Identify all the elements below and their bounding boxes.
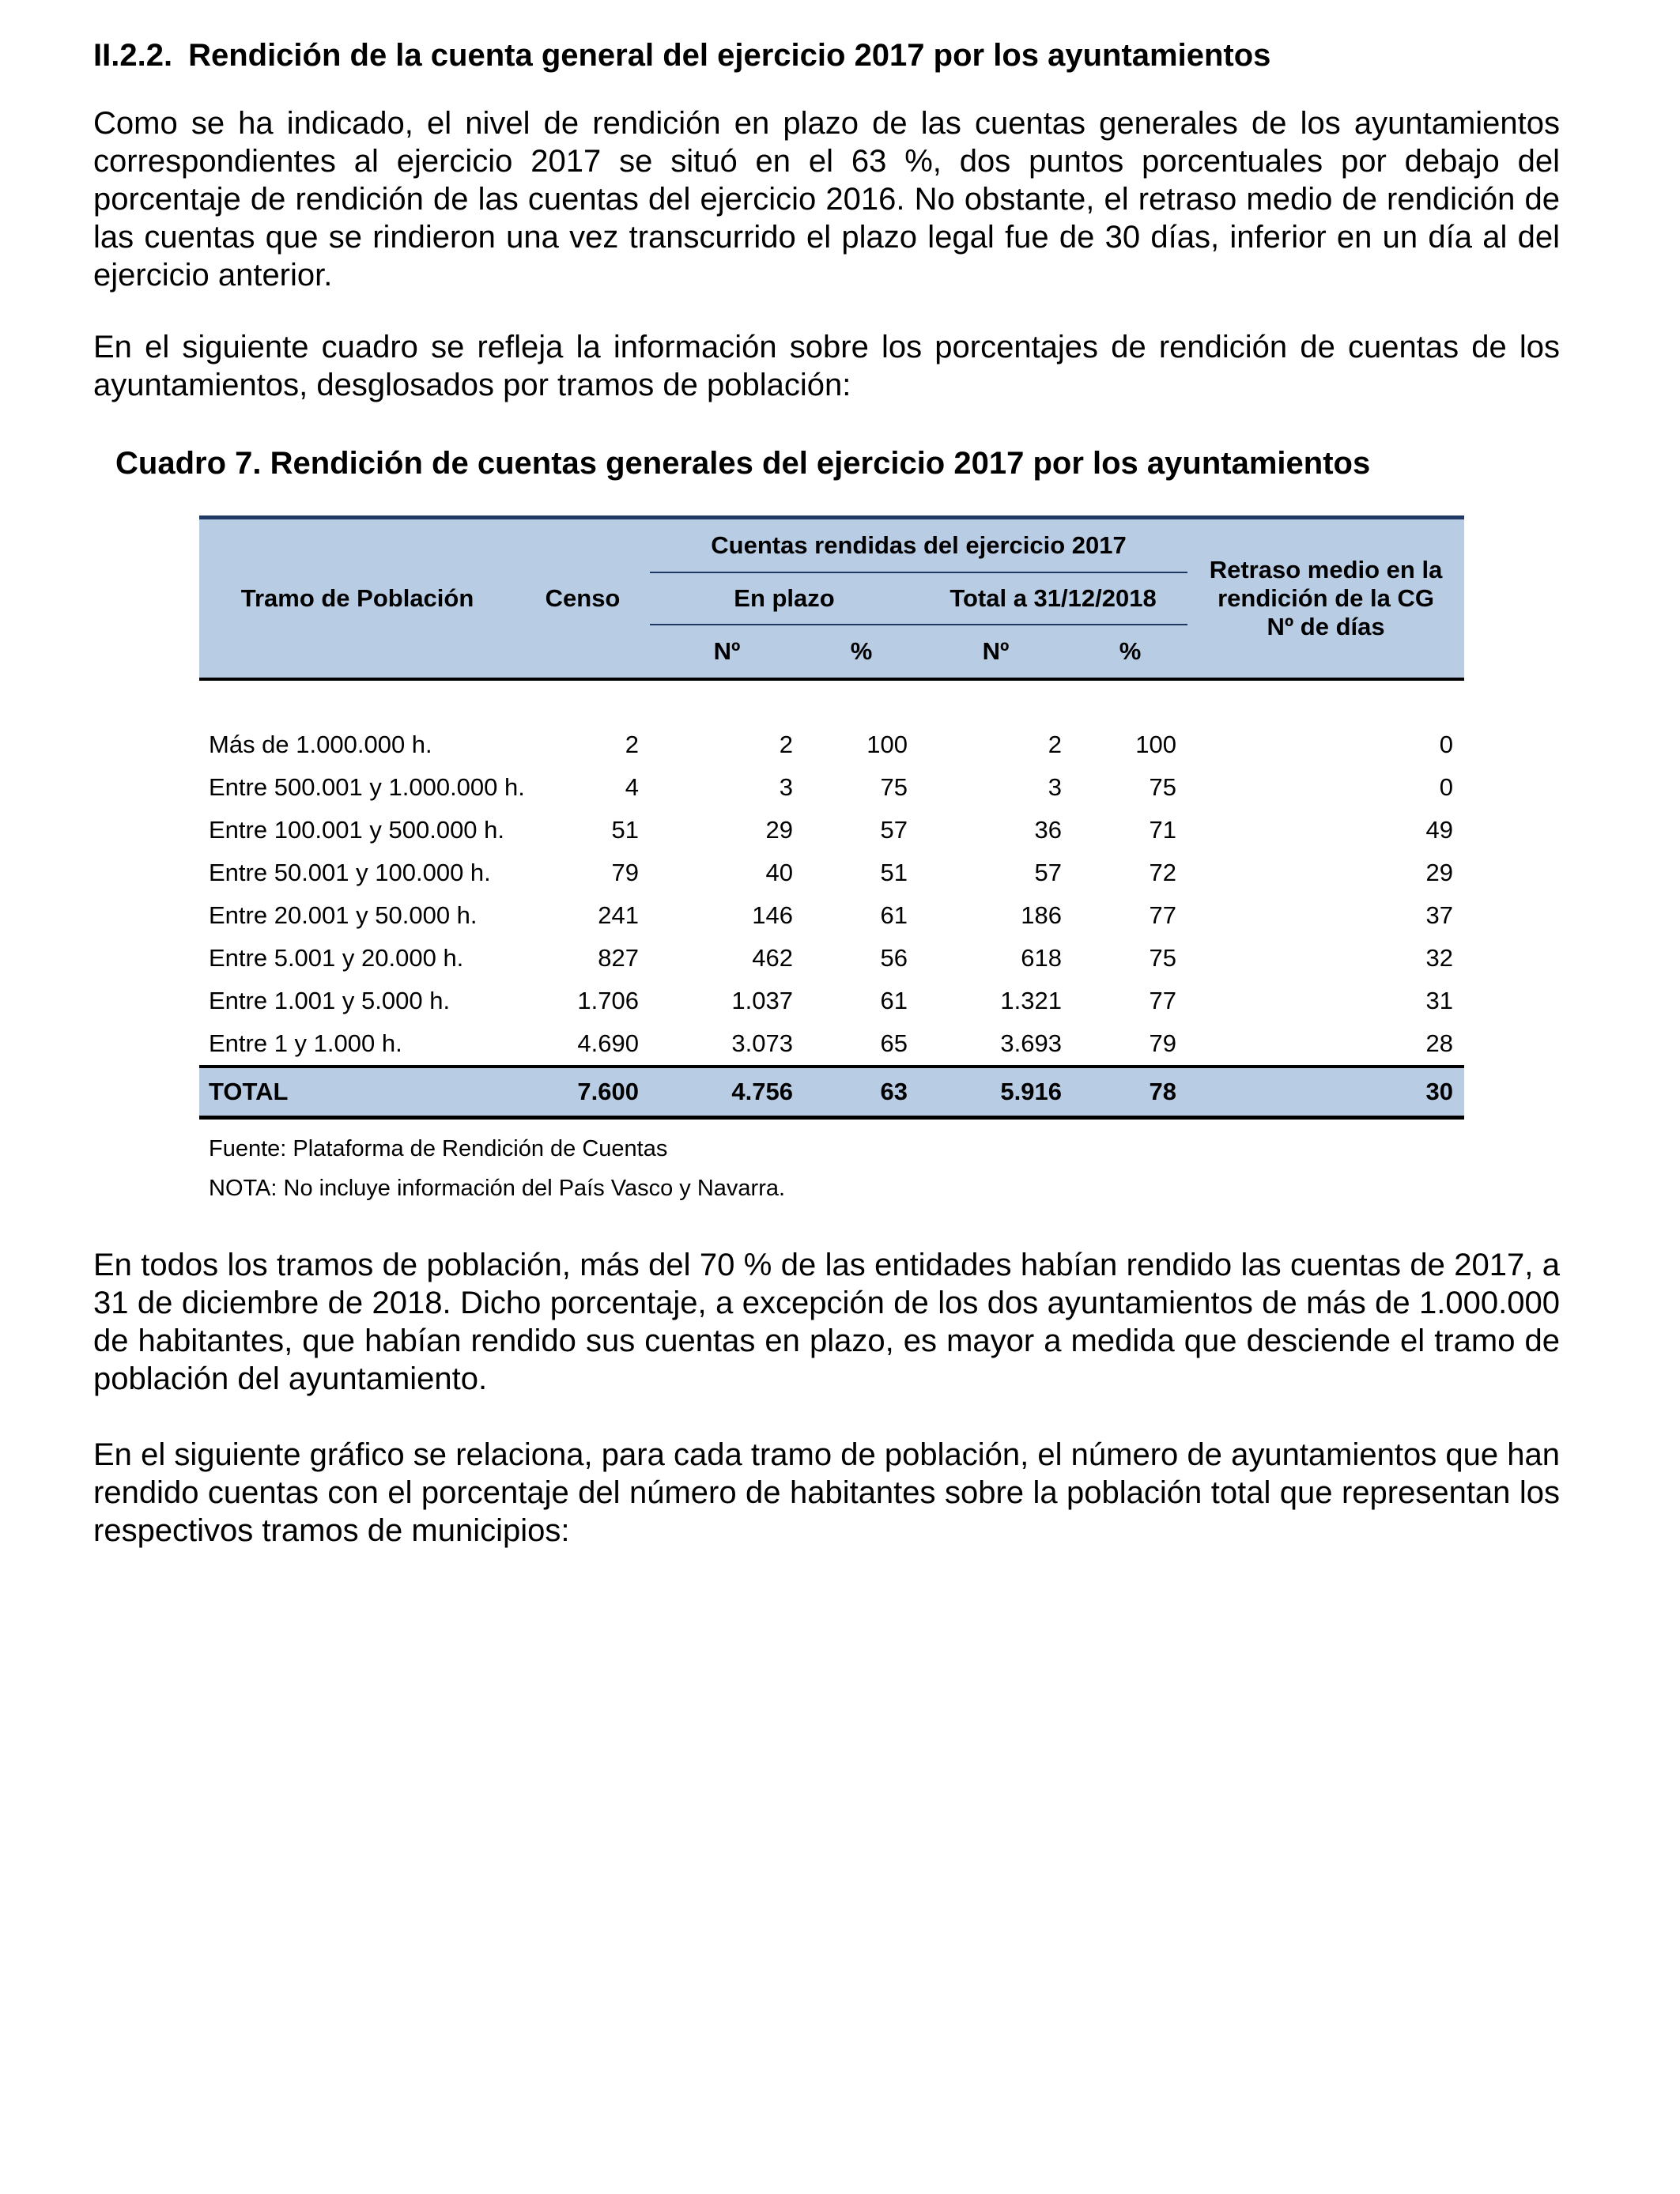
table-container	[199, 515, 1464, 1208]
cell-censo: 1.706	[577, 987, 639, 1014]
cell-total-pct: 75	[1149, 773, 1177, 801]
table-row	[199, 723, 1464, 766]
cell-tramo: Entre 1 y 1.000 h.	[209, 1029, 402, 1057]
cell-censo: 79	[611, 859, 639, 886]
cell-total-n: 2	[1048, 731, 1062, 758]
table-row	[199, 980, 1464, 1022]
document-page	[93, 33, 1560, 1550]
cell-total-pct-total: 78	[1073, 1067, 1187, 1118]
cell-retraso: 49	[1425, 816, 1454, 844]
header-plazo-no: Nº	[650, 625, 804, 679]
header-en-plazo: En plazo	[650, 572, 919, 625]
cell-tramo: Entre 5.001 y 20.000 h.	[209, 944, 464, 972]
cell-tramo: Entre 100.001 y 500.000 h.	[209, 816, 505, 844]
header-retraso	[1187, 518, 1464, 680]
table-row	[199, 937, 1464, 980]
cell-plazo-n-total: 4.756	[650, 1067, 804, 1118]
cell-tramo: Más de 1.000.000 h.	[209, 731, 432, 758]
cell-plazo-n: 146	[752, 901, 793, 929]
cell-total-pct: 77	[1149, 987, 1177, 1014]
cell-tramo-total: TOTAL	[199, 1067, 515, 1118]
table-row	[199, 852, 1464, 894]
cell-retraso: 29	[1425, 859, 1454, 886]
cell-total-n: 3	[1048, 773, 1062, 801]
cell-retraso: 31	[1425, 987, 1454, 1014]
cell-censo: 827	[598, 944, 639, 972]
cell-censo: 4.690	[577, 1029, 639, 1057]
cell-plazo-pct-total: 63	[804, 1067, 919, 1118]
cell-plazo-n: 1.037	[731, 987, 793, 1014]
cell-plazo-pct: 65	[880, 1029, 908, 1057]
cell-total-n: 618	[1021, 944, 1062, 972]
table-row	[199, 894, 1464, 937]
cell-tramo: Entre 20.001 y 50.000 h.	[209, 901, 478, 929]
cell-plazo-pct: 75	[880, 773, 908, 801]
paragraph-table-lead: En el siguiente cuadro se refleja la información sobre los porcentajes de rendición de cuentas de los ayuntamientos, desglosados por tramos de población:	[93, 330, 1560, 402]
cell-retraso-total: 30	[1187, 1067, 1464, 1118]
table-notes	[209, 1129, 1464, 1208]
table-row	[199, 766, 1464, 809]
paragraph-intro: Como se ha indicado, el nivel de rendición en plazo de las cuentas generales de los ayuntamientos correspondientes al ejercicio 2017 se situó en el 63 %, dos puntos porcentuales por debajo del porcentaje de rendición de las cuentas del ejercicio 2016. No obstante, el retraso medio de rendición de las cuentas que se rindieron una vez transcurrido el plazo legal fue de 30 días, inferior en un día al del ejercicio anterior.	[93, 106, 1560, 293]
header-retraso-line-2: rendición de la CG	[1218, 584, 1434, 612]
header-censo: Censo	[515, 518, 650, 680]
cell-censo: 2	[625, 731, 639, 758]
cell-plazo-n: 462	[752, 944, 793, 972]
cell-total-n: 57	[1034, 859, 1062, 886]
cell-plazo-n: 3.073	[731, 1029, 793, 1057]
spacer-cell	[199, 679, 1464, 723]
cell-plazo-pct: 100	[866, 731, 908, 758]
header-total-pct: %	[1073, 625, 1187, 679]
cell-total-pct: 71	[1149, 816, 1177, 844]
cell-total-n: 3.693	[1000, 1029, 1062, 1057]
section-title: Rendición de la cuenta general del ejercicio 2017 por los ayuntamientos	[188, 38, 1271, 73]
header-cuentas: Cuentas rendidas del ejercicio 2017	[650, 518, 1187, 573]
cell-total-pct: 77	[1149, 901, 1177, 929]
cell-retraso: 32	[1425, 944, 1454, 972]
cell-total-pct: 72	[1149, 859, 1177, 886]
cell-censo: 4	[625, 773, 639, 801]
paragraph-analysis: En todos los tramos de población, más del 70 % de las entidades habían rendido las cuentas de 2017, a 31 de diciembre de 2018. Dicho porcentaje, a excepción de los dos ayuntamientos de más de 1.000.000 de habitantes, que habían rendido sus cuentas en plazo, es mayor a medida que desciende el tramo de población del ayuntamiento.	[93, 1248, 1560, 1396]
section-heading	[93, 33, 1560, 77]
cell-total-n: 186	[1021, 901, 1062, 929]
cell-tramo: Entre 50.001 y 100.000 h.	[209, 859, 491, 886]
header-total-no: Nº	[919, 625, 1073, 679]
cell-total-n: 1.321	[1000, 987, 1062, 1014]
cell-retraso: 0	[1439, 731, 1454, 758]
cell-total-n-total: 5.916	[919, 1067, 1073, 1118]
table-total-row	[199, 1067, 1464, 1118]
table-row	[199, 809, 1464, 852]
header-retraso-line-1: Retraso medio en la	[1209, 556, 1443, 583]
cell-plazo-pct: 56	[880, 944, 908, 972]
paragraph-chart-lead: En el siguiente gráfico se relaciona, para cada tramo de población, el número de ayuntamientos que han rendido cuentas con el porcentaje del número de habitantes sobre la población total que representan los respectivos tramos de municipios:	[93, 1437, 1560, 1548]
cell-plazo-n: 3	[779, 773, 793, 801]
table-row	[199, 1022, 1464, 1067]
cell-plazo-pct: 61	[880, 987, 908, 1014]
header-total-fecha: Total a 31/12/2018	[919, 572, 1187, 625]
cell-plazo-pct: 57	[880, 816, 908, 844]
cell-plazo-pct: 61	[880, 901, 908, 929]
data-table	[199, 515, 1464, 1120]
cell-tramo: Entre 1.001 y 5.000 h.	[209, 987, 451, 1014]
cell-plazo-n: 29	[765, 816, 793, 844]
cell-plazo-pct: 51	[880, 859, 908, 886]
cell-total-n: 36	[1034, 816, 1062, 844]
header-tramo: Tramo de Población	[199, 518, 515, 680]
cell-retraso: 28	[1425, 1029, 1454, 1057]
table-note: NOTA: No incluye información del País Vasco y Navarra.	[209, 1176, 786, 1201]
header-retraso-line-3: Nº de días	[1267, 613, 1385, 640]
header-plazo-pct: %	[804, 625, 919, 679]
section-number: II.2.2.	[93, 38, 173, 73]
cell-total-pct: 100	[1135, 731, 1177, 758]
cell-tramo: Entre 500.001 y 1.000.000 h.	[209, 773, 525, 801]
table-source: Fuente: Plataforma de Rendición de Cuentas	[209, 1136, 668, 1161]
cell-censo: 241	[598, 901, 639, 929]
cell-total-pct: 79	[1149, 1029, 1177, 1057]
spacer-row	[199, 679, 1464, 723]
cell-censo-total: 7.600	[515, 1067, 650, 1118]
cell-censo: 51	[611, 816, 639, 844]
cell-retraso: 0	[1439, 773, 1454, 801]
cell-retraso: 37	[1425, 901, 1454, 929]
cell-total-pct: 75	[1149, 944, 1177, 972]
cell-plazo-n: 2	[779, 731, 793, 758]
cell-plazo-n: 40	[765, 859, 793, 886]
table-title: Cuadro 7. Rendición de cuentas generales del ejercicio 2017 por los ayuntamientos	[115, 446, 1371, 481]
